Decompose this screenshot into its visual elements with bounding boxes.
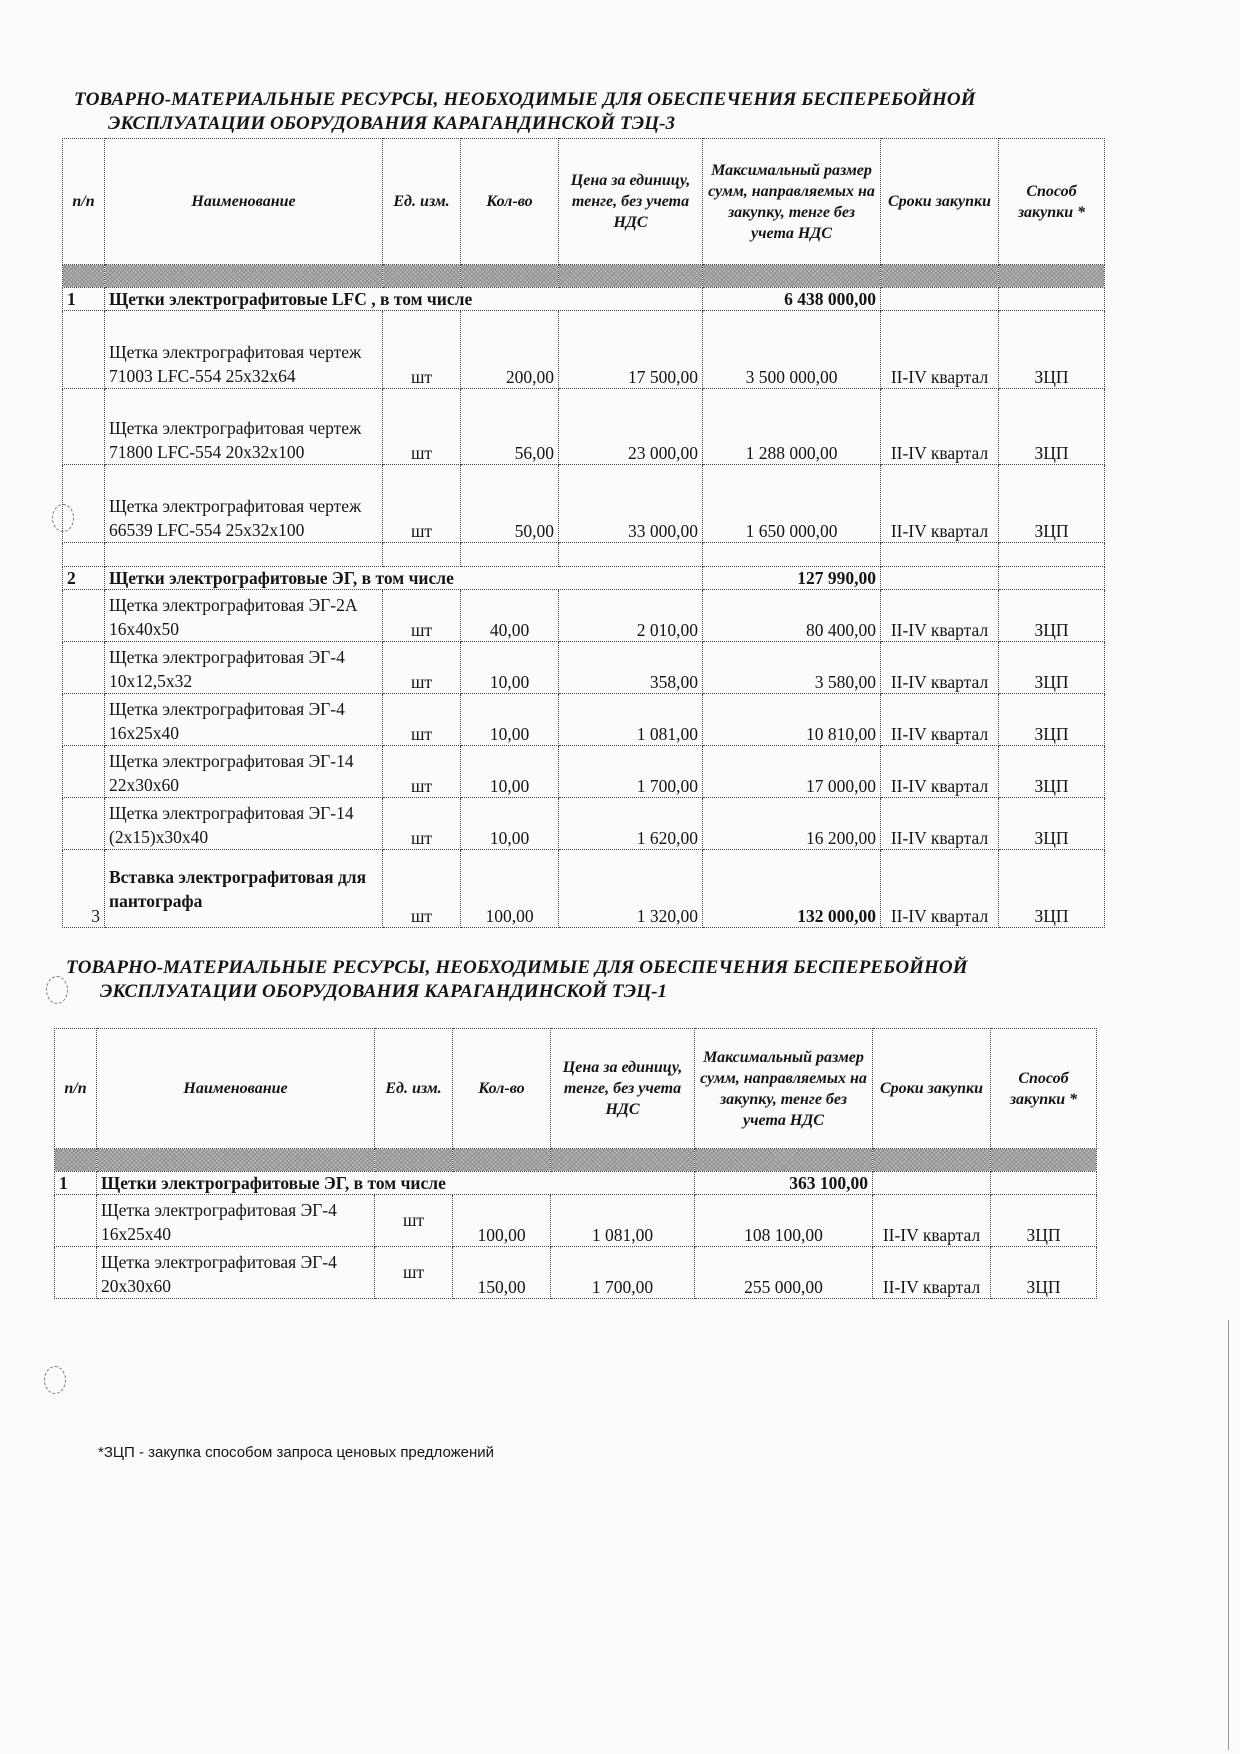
- item-term: II-IV квартал: [881, 798, 999, 850]
- group-name: Щетки электрографитовые ЭГ, в том числе: [97, 1172, 695, 1195]
- item-unit: шт: [383, 694, 461, 746]
- item-term: II-IV квартал: [881, 389, 999, 465]
- col-header-qty: Кол-во: [461, 139, 559, 265]
- table-row: [63, 850, 1105, 928]
- group-total: 6 438 000,00: [703, 288, 881, 311]
- tec3-title-line1: ТОВАРНО-МАТЕРИАЛЬНЫЕ РЕСУРСЫ, НЕОБХОДИМЫЕ ДЛЯ ОБЕСПЕЧЕНИЯ БЕСПЕРЕБОЙНОЙ: [74, 89, 976, 110]
- col-header-unit: Ед. изм.: [375, 1029, 453, 1149]
- col-header-max-sum: Максимальный размер сумм, направляемых на закупку, тенге без учета НДС: [695, 1029, 873, 1149]
- col-header-max-sum: Максимальный размер сумм, направляемых на закупку, тенге без учета НДС: [703, 139, 881, 265]
- table-row: [55, 1247, 1097, 1299]
- item-unit: шт: [375, 1247, 453, 1299]
- item-unit: шт: [383, 465, 461, 543]
- col-header-num: п/п: [63, 139, 105, 265]
- item-qty: 100,00: [453, 1195, 551, 1247]
- table-row: [63, 798, 1105, 850]
- item-unit: шт: [383, 642, 461, 694]
- tec1-title: [66, 956, 968, 1004]
- item-qty: 40,00: [461, 590, 559, 642]
- scan-edge-line: [1228, 1320, 1229, 1750]
- item-unit: шт: [383, 311, 461, 389]
- tec3-header-row: [63, 139, 1105, 265]
- item-qty: 56,00: [461, 389, 559, 465]
- item-name: Щетка электрографитовая ЭГ-4 10x12,5x32: [105, 642, 383, 694]
- item-qty: 10,00: [461, 694, 559, 746]
- col-header-terms: Сроки закупки: [873, 1029, 991, 1149]
- item-price: 1 320,00: [559, 850, 703, 928]
- item-method: ЗЦП: [999, 850, 1105, 928]
- item-name: Щетка электрографитовая ЭГ-14 22x30x60: [105, 746, 383, 798]
- item-price: 1 620,00: [559, 798, 703, 850]
- item-unit: шт: [383, 389, 461, 465]
- tec1-title-line1: ТОВАРНО-МАТЕРИАЛЬНЫЕ РЕСУРСЫ, НЕОБХОДИМЫЕ ДЛЯ ОБЕСПЕЧЕНИЯ БЕСПЕРЕБОЙНОЙ: [66, 957, 968, 978]
- shaded-separator-row: [55, 1149, 1097, 1172]
- col-header-num: п/п: [55, 1029, 97, 1149]
- table-row: [63, 311, 1105, 389]
- item-unit: шт: [383, 850, 461, 928]
- item-price: 1 700,00: [559, 746, 703, 798]
- item-method: ЗЦП: [999, 389, 1105, 465]
- shaded-separator-row: [63, 265, 1105, 288]
- item-unit: шт: [375, 1195, 453, 1247]
- item-name: Щетка электрографитовая ЭГ-4 16x25x40: [105, 694, 383, 746]
- item-name: Щетка электрографитовая ЭГ-4 16x25x40: [97, 1195, 375, 1247]
- item-term: II-IV квартал: [881, 590, 999, 642]
- item-method: ЗЦП: [999, 798, 1105, 850]
- footnote: *ЗЦП - закупка способом запроса ценовых предложений: [98, 1444, 495, 1461]
- item-method: ЗЦП: [999, 465, 1105, 543]
- item-qty: 10,00: [461, 798, 559, 850]
- tec3-title: [74, 88, 976, 136]
- table-row: [63, 694, 1105, 746]
- col-header-qty: Кол-во: [453, 1029, 551, 1149]
- tec1-title-line2: ЭКСПЛУАТАЦИИ ОБОРУДОВАНИЯ КАРАГАНДИНСКОЙ ТЭЦ-1: [100, 981, 668, 1002]
- col-header-name: Наименование: [105, 139, 383, 265]
- col-header-name: Наименование: [97, 1029, 375, 1149]
- item-name: Щетка электрографитовая ЭГ-2А 16x40x50: [105, 590, 383, 642]
- col-header-method: Способ закупки *: [999, 139, 1105, 265]
- item-name: Щетка электрографитовая ЭГ-4 20x30x60: [97, 1247, 375, 1299]
- item-method: ЗЦП: [999, 590, 1105, 642]
- item-term: II-IV квартал: [881, 850, 999, 928]
- item-qty: 150,00: [453, 1247, 551, 1299]
- item-price: 1 700,00: [551, 1247, 695, 1299]
- item-price: 33 000,00: [559, 465, 703, 543]
- group-num: 1: [63, 288, 105, 311]
- item-price: 1 081,00: [559, 694, 703, 746]
- item-qty: 10,00: [461, 642, 559, 694]
- punch-hole-mark: [46, 976, 68, 1004]
- item-price: 17 500,00: [559, 311, 703, 389]
- group-row: [63, 567, 1105, 590]
- table-row: [63, 642, 1105, 694]
- item-sum: 3 580,00: [703, 642, 881, 694]
- col-header-unit: Ед. изм.: [383, 139, 461, 265]
- item-sum: 255 000,00: [695, 1247, 873, 1299]
- item-name: Щетка электрографитовая чертеж 66539 LFC-554 25x32x100: [105, 465, 383, 543]
- col-header-terms: Сроки закупки: [881, 139, 999, 265]
- item-method: ЗЦП: [991, 1247, 1097, 1299]
- tec1-header-row: [55, 1029, 1097, 1149]
- item-qty: 50,00: [461, 465, 559, 543]
- item-method: ЗЦП: [999, 746, 1105, 798]
- col-header-method: Способ закупки *: [991, 1029, 1097, 1149]
- item-price: 2 010,00: [559, 590, 703, 642]
- group-name: Щетки электрографитовые LFC , в том числе: [105, 288, 703, 311]
- item-term: II-IV квартал: [881, 311, 999, 389]
- item-sum: 16 200,00: [703, 798, 881, 850]
- item-qty: 200,00: [461, 311, 559, 389]
- item-sum: 17 000,00: [703, 746, 881, 798]
- item-sum: 10 810,00: [703, 694, 881, 746]
- item-method: ЗЦП: [999, 311, 1105, 389]
- item-unit: шт: [383, 746, 461, 798]
- item-sum: 1 288 000,00: [703, 389, 881, 465]
- item-unit: шт: [383, 590, 461, 642]
- empty-row: [63, 543, 1105, 567]
- tec3-table: [62, 138, 1105, 928]
- item-method: ЗЦП: [999, 694, 1105, 746]
- group-num: 2: [63, 567, 105, 590]
- item-sum: 80 400,00: [703, 590, 881, 642]
- item-name: Щетка электрографитовая чертеж 71003 LFC-554 25x32x64: [105, 311, 383, 389]
- punch-hole-mark: [44, 1366, 66, 1394]
- group-row: [63, 288, 1105, 311]
- table-row: [63, 746, 1105, 798]
- item-method: ЗЦП: [991, 1195, 1097, 1247]
- item-unit: шт: [383, 798, 461, 850]
- item-qty: 100,00: [461, 850, 559, 928]
- group-total: 127 990,00: [703, 567, 881, 590]
- item-term: II-IV квартал: [881, 694, 999, 746]
- item-sum: 1 650 000,00: [703, 465, 881, 543]
- item-term: II-IV квартал: [873, 1195, 991, 1247]
- table-row: [55, 1195, 1097, 1247]
- col-header-price: Цена за единицу, тенге, без учета НДС: [551, 1029, 695, 1149]
- item-term: II-IV квартал: [873, 1247, 991, 1299]
- item-num: 3: [63, 850, 105, 928]
- item-sum: 108 100,00: [695, 1195, 873, 1247]
- item-name: Вставка электрографитовая для пантографа: [105, 850, 383, 928]
- item-term: II-IV квартал: [881, 465, 999, 543]
- item-price: 358,00: [559, 642, 703, 694]
- item-price: 1 081,00: [551, 1195, 695, 1247]
- table-row: [63, 389, 1105, 465]
- table-row: [63, 590, 1105, 642]
- tec1-table: [54, 1028, 1097, 1299]
- table-row: [63, 465, 1105, 543]
- tec3-title-line2: ЭКСПЛУАТАЦИИ ОБОРУДОВАНИЯ КАРАГАНДИНСКОЙ ТЭЦ-3: [108, 113, 676, 134]
- col-header-price: Цена за единицу, тенге, без учета НДС: [559, 139, 703, 265]
- group-name: Щетки электрографитовые ЭГ, в том числе: [105, 567, 703, 590]
- item-method: ЗЦП: [999, 642, 1105, 694]
- group-num: 1: [55, 1172, 97, 1195]
- item-name: Щетка электрографитовая чертеж 71800 LFC-554 20x32x100: [105, 389, 383, 465]
- group-row: [55, 1172, 1097, 1195]
- item-name: Щетка электрографитовая ЭГ-14 (2x15)x30x40: [105, 798, 383, 850]
- item-sum: 132 000,00: [703, 850, 881, 928]
- group-total: 363 100,00: [695, 1172, 873, 1195]
- item-term: II-IV квартал: [881, 642, 999, 694]
- item-qty: 10,00: [461, 746, 559, 798]
- item-term: II-IV квартал: [881, 746, 999, 798]
- item-sum: 3 500 000,00: [703, 311, 881, 389]
- item-price: 23 000,00: [559, 389, 703, 465]
